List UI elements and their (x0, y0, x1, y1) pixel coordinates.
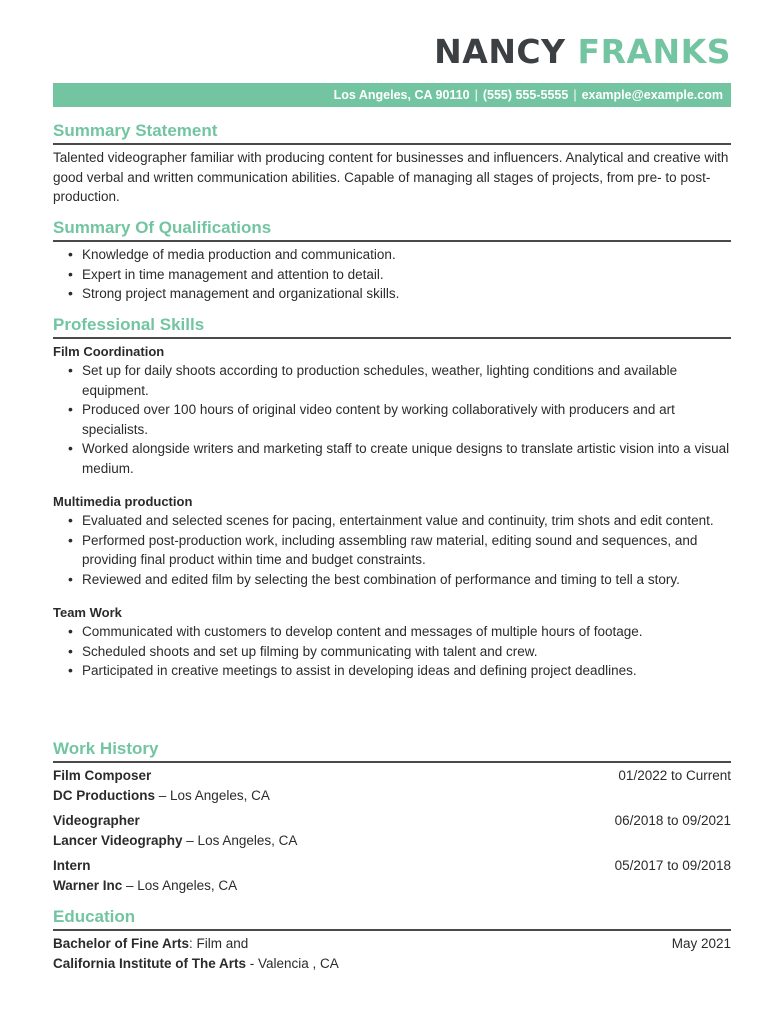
job-location: – Los Angeles, CA (122, 877, 238, 893)
job-role: Videographer (53, 813, 140, 828)
job-location: – Los Angeles, CA (182, 832, 298, 848)
job-entry (53, 856, 731, 895)
skill-list (53, 511, 731, 589)
section-title: Summary Statement (53, 120, 731, 145)
list-item: • Set up for daily shoots according to production schedules, weather, lighting conditions and available equipment. (53, 361, 731, 400)
school-location: - Valencia , CA (246, 955, 339, 971)
skill-group-team-work (53, 603, 731, 681)
list-item: • Produced over 100 hours of original video content by working collaboratively with producers and art specialists. (53, 400, 731, 439)
qualifications-section (53, 217, 731, 304)
skill-group-multimedia-production (53, 492, 731, 589)
degree: Bachelor of Fine Arts (53, 936, 190, 951)
contact-email[interactable]: example@example.com (581, 88, 723, 102)
qualifications-list (53, 245, 731, 304)
education-date: May 2021 (671, 936, 731, 951)
section-title: Summary Of Qualifications (53, 217, 731, 242)
skill-group-film-coordination (53, 342, 731, 478)
first-name: NANCY (434, 32, 566, 71)
school-name: California Institute of The Arts (53, 955, 247, 971)
section-title: Professional Skills (53, 314, 731, 339)
last-name: FRANKS (577, 32, 731, 71)
skill-group-heading: Film Coordination (53, 344, 165, 359)
job-company: DC Productions (53, 787, 156, 803)
job-company: Warner Inc (53, 877, 123, 893)
contact-separator: | (573, 88, 577, 102)
skill-list (53, 622, 731, 681)
job-dates: 06/2018 to 09/2021 (614, 813, 731, 828)
contact-phone: (555) 555-5555 (482, 88, 569, 102)
section-title: Education (53, 906, 731, 931)
list-item: • Performed post-production work, including assembling raw material, editing sound and sequences, and providing final product within time and budget constraints. (53, 531, 731, 570)
job-entry (53, 811, 731, 850)
skill-group-heading: Multimedia production (53, 494, 193, 509)
list-item: • Strong project management and organizational skills. (53, 284, 731, 304)
skills-section (53, 314, 731, 681)
contact-bar (53, 83, 731, 107)
job-entry (53, 766, 731, 805)
summary-section (53, 120, 731, 207)
list-item: • Scheduled shoots and set up filming by communicating with talent and crew. (53, 642, 731, 662)
job-company: Lancer Videography (53, 832, 183, 848)
list-item: • Participated in creative meetings to assist in developing ideas and defining project deadlines. (53, 661, 731, 681)
education-entry (53, 934, 731, 973)
skill-list (53, 361, 731, 478)
list-item: • Reviewed and edited film by selecting the best combination of performance and timing to tell a story. (53, 570, 731, 590)
degree-field: : Film and (189, 936, 249, 951)
summary-text: Talented videographer familiar with producing content for businesses and influencers. Analytical and creative with good verbal and written communication abilities. Capable of managing all stages of projects, from pre- to post-production. (53, 150, 729, 204)
education-section (53, 906, 731, 979)
job-dates: 01/2022 to Current (618, 768, 731, 783)
job-role: Intern (53, 858, 91, 873)
job-location: – Los Angeles, CA (155, 787, 270, 803)
job-role: Film Composer (53, 768, 152, 783)
list-item: • Evaluated and selected scenes for pacing, entertainment value and continuity, trim shots and edit content. (53, 511, 731, 531)
skill-group-heading: Team Work (53, 605, 122, 620)
contact-separator: | (474, 88, 478, 102)
job-dates: 05/2017 to 09/2018 (614, 858, 731, 873)
list-item: • Expert in time management and attention to detail. (53, 265, 731, 285)
section-title: Work History (53, 738, 731, 763)
candidate-name (434, 30, 731, 74)
list-item: • Communicated with customers to develop content and messages of multiple hours of footage. (53, 622, 731, 642)
list-item: • Worked alongside writers and marketing staff to create unique designs to translate artistic vision into a visual medium. (53, 439, 731, 478)
list-item: • Knowledge of media production and communication. (53, 245, 731, 265)
contact-address: Los Angeles, CA 90110 (333, 88, 470, 102)
work-history-section (53, 738, 731, 901)
